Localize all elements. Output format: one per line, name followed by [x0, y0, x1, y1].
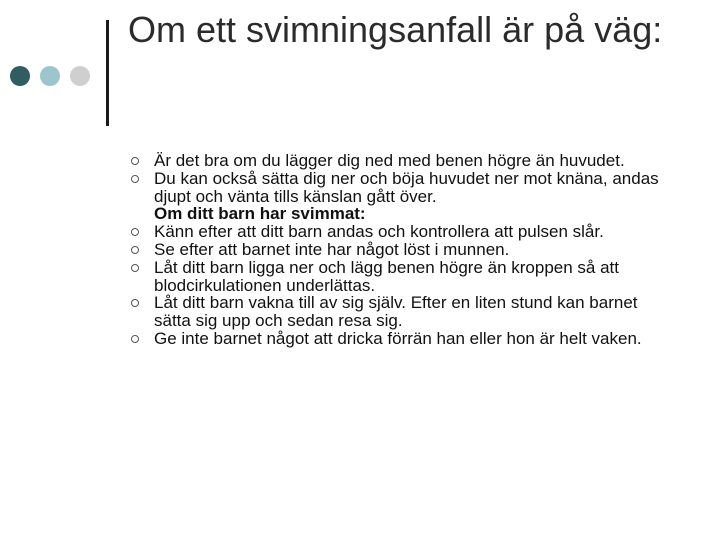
bullet-text: Se efter att barnet inte har något löst i munnen.: [154, 239, 510, 259]
bullet-list: [128, 152, 673, 348]
bullet-text: Du kan också sätta dig ner och böja huvudet ner mot knäna, andas djupt och vänta tills känslan gått över.: [154, 168, 659, 206]
bullet-text: Känn efter att ditt barn andas och kontrollera att pulsen slår.: [154, 222, 604, 242]
light-teal-dot: [40, 66, 60, 86]
bullet-circle-icon: [131, 264, 139, 272]
bullet-circle-icon: [131, 157, 139, 165]
bullet-item: [128, 294, 673, 330]
bullet-circle-icon: [131, 335, 139, 343]
bullet-item: [128, 223, 673, 241]
bullet-text: Är det bra om du lägger dig ned med benen högre än huvudet.: [154, 151, 625, 170]
bullet-circle-icon: [131, 175, 139, 183]
bullet-item: [128, 170, 673, 206]
title-divider-line: [106, 20, 109, 126]
gray-dot: [70, 66, 90, 86]
slide-title: Om ett svimningsanfall är på väg:: [128, 9, 663, 50]
dark-teal-dot: [10, 66, 30, 86]
decorative-dots: [10, 66, 96, 88]
bullet-item: [128, 330, 673, 348]
bullet-text: Ge inte barnet något att dricka förrän han eller hon är helt vaken.: [154, 328, 642, 348]
bullet-circle-icon: [131, 299, 139, 307]
bullet-text: Låt ditt barn vakna till av sig själv. Efter en liten stund kan barnet sätta sig upp och sedan resa sig.: [154, 293, 638, 331]
bullet-item: [128, 241, 673, 259]
bullet-text: Låt ditt barn ligga ner och lägg benen högre än kroppen så att blodcirkulationen underlättas.: [154, 257, 620, 295]
bullet-circle-icon: [131, 246, 139, 254]
bullet-item: [128, 152, 673, 170]
subheading: Om ditt barn har svimmat:: [154, 204, 366, 224]
bullet-circle-icon: [131, 228, 139, 236]
bullet-item: [128, 259, 673, 295]
